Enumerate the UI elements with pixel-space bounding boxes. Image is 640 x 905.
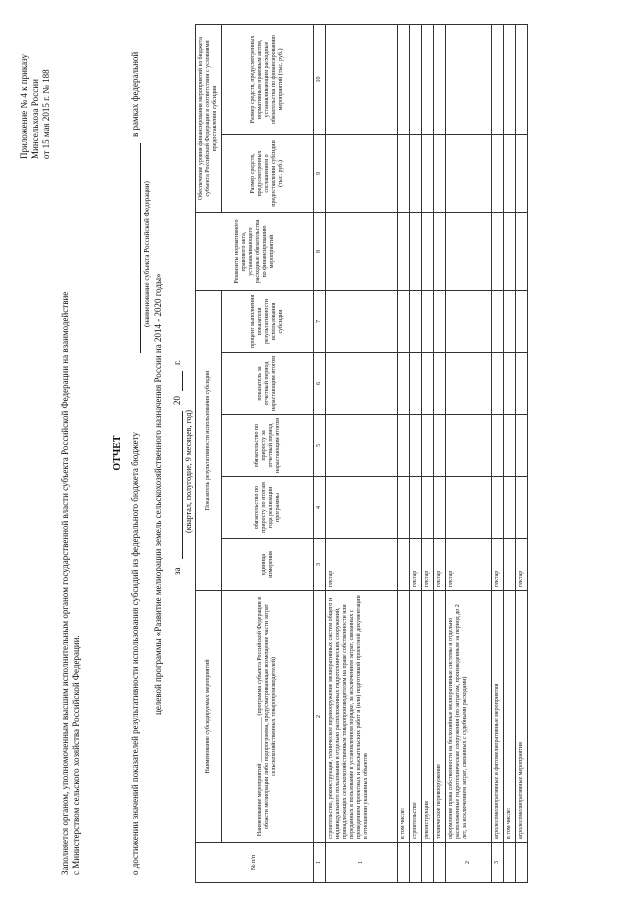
table-row xyxy=(398,25,410,883)
row-num: 3 xyxy=(492,843,504,883)
row-num: 2 xyxy=(446,843,492,883)
instructions-line-2: с Министерством сельского хозяйства Российской Федерации. xyxy=(71,635,81,875)
header-indicator-group: Показатель результативности использования субсидии xyxy=(196,291,222,591)
table-row xyxy=(516,25,528,883)
row-unit: гектар xyxy=(516,539,528,591)
report-table xyxy=(195,24,528,883)
header-unit: единица измерения xyxy=(222,539,314,591)
col-number-cell: 8 xyxy=(314,213,326,291)
table-row xyxy=(410,25,422,883)
header-num: № п/п xyxy=(196,843,314,883)
report-subtitle-part2: в рамках федеральной xyxy=(130,51,140,137)
col-number-cell: 10 xyxy=(314,25,326,135)
row-unit: гектар xyxy=(492,539,504,591)
table-row xyxy=(446,25,492,883)
col-number-cell: 5 xyxy=(314,415,326,477)
row-name: в том числе: xyxy=(398,591,410,843)
header-funding-group: Обеспечение уровня финансирования мероприятий из бюджета субъекта Российской Федерации в соответствии с условиями предоставления субсидии xyxy=(196,25,222,213)
row-num: 1 xyxy=(326,843,398,883)
row-name: агролесомелиоративные мероприятия xyxy=(516,591,528,843)
report-title: ОТЧЕТ xyxy=(112,435,123,471)
approval-line-2: Минсельхоза России xyxy=(30,79,40,159)
col-number-cell: 9 xyxy=(314,135,326,213)
header-event-name: Наименование субсидируемых мероприятий xyxy=(196,591,222,843)
period-prefix: за xyxy=(172,567,182,575)
period-year: 20 xyxy=(172,396,182,405)
table-row xyxy=(422,25,434,883)
col-number-cell: 2 xyxy=(314,591,326,843)
row-name: строительство xyxy=(410,591,422,843)
row-unit xyxy=(398,539,410,591)
col-number-cell: 6 xyxy=(314,353,326,415)
header-npa-amount: Размер средств, предусмотренных нормативным правовым актом, устанавливающим расходные обязательства по финансированию мероприятий (тыс. руб.) xyxy=(222,25,314,135)
header-event-sub: Наименование мероприятий _______________ (программа субъекта Российской Федерации в области мелиорации либо подпрограмма, предусматривающая возмещение части затрат сельскохозяйственных товаропроизводителей) xyxy=(222,591,314,843)
approval-line-1: Приложение № 4 к приказу xyxy=(19,54,29,159)
row-num xyxy=(434,843,446,883)
instructions-line-1: Заполняется органом, уполномоченным высшим исполнительным органом государственной власти субъекта Российской Федерации на взаимодействие xyxy=(60,291,70,875)
approval-line-3: от 15 мая 2015 г. № 188 xyxy=(41,69,51,159)
row-num xyxy=(516,843,528,883)
col-number-cell: 4 xyxy=(314,477,326,539)
row-name: техническое перевооружение xyxy=(434,591,446,843)
row-unit: гектар xyxy=(422,539,434,591)
row-num xyxy=(410,843,422,883)
row-unit: гектар xyxy=(446,539,492,591)
period-blank-line xyxy=(182,411,183,559)
report-subtitle-part1: о достижении значений показателей результативности использования субсидий из федерального бюджета бюджету xyxy=(130,432,140,875)
header-plan: обязательство по приросту по итогам года реализации программы xyxy=(222,477,314,539)
subject-hint: (наименование субъекта Российской Федерации) xyxy=(143,181,151,327)
row-unit: гектар xyxy=(326,539,398,591)
row-name: реконструкция xyxy=(422,591,434,843)
period-hint: (квартал, полугодие, 9 месяцев, год) xyxy=(184,409,193,533)
row-unit xyxy=(504,539,516,591)
row-name: в том числе: xyxy=(504,591,516,843)
row-name: строительство, реконструкция, техническое перевооружение мелиоративных систем общего и индивидуального пользования и отдельно расположенных гидротехнических сооружений, принадлежащих сельскохозяйственным товаропроизводителям на праве собственности или переданных в пользование в установленном порядке, за исключением затрат, связанных с проведением проектных и изыскательских работ и (или) подготовкой проектной документации в отношении указанных объектов xyxy=(326,591,398,843)
col-number-cell: 7 xyxy=(314,291,326,353)
header-percent: процент выполнения показателя результативности использования субсидии xyxy=(222,291,314,353)
row-name: агролесомелиоративные и фитомелиоративные мероприятия xyxy=(492,591,504,843)
row-num xyxy=(422,843,434,883)
col-number-cell: 3 xyxy=(314,539,326,591)
table-row xyxy=(326,25,398,883)
col-number-cell: 1 xyxy=(314,843,326,883)
subject-blank-line xyxy=(140,143,141,353)
row-unit: гектар xyxy=(410,539,422,591)
header-sub-amount: Размер средств, предусмотренных соглашением о предоставлении субсидии (тыс. руб.) xyxy=(222,135,314,213)
year-blank-line xyxy=(182,371,183,391)
header-actual: показатель за отчетный период нарастающим итогом xyxy=(222,353,314,415)
report-subtitle-line2: целевой программы «Развитие мелиорации земель сельскохозяйственного назначения России на 2014 - 2020 годы» xyxy=(153,273,163,715)
row-num xyxy=(504,843,516,883)
row-unit: гектар xyxy=(434,539,446,591)
row-num xyxy=(398,843,410,883)
table-row xyxy=(492,25,504,883)
table-row xyxy=(434,25,446,883)
table-row xyxy=(504,25,516,883)
period-suffix: г. xyxy=(172,360,182,365)
header-commit: обязательство по приросту за отчетный период нарастающим итогом xyxy=(222,415,314,477)
row-name: оформление права собственности на бесхозяйные мелиоративные системы и отдельно расположенные гидротехнические сооружения (по затратам, произведенным за период до 2 лет, за исключением затрат, связанных с судебными расходами) xyxy=(446,591,492,843)
header-npa: Реквизиты нормативного правового акта, устанавливающего расходные обязательства по финансированию мероприятий xyxy=(196,213,314,291)
